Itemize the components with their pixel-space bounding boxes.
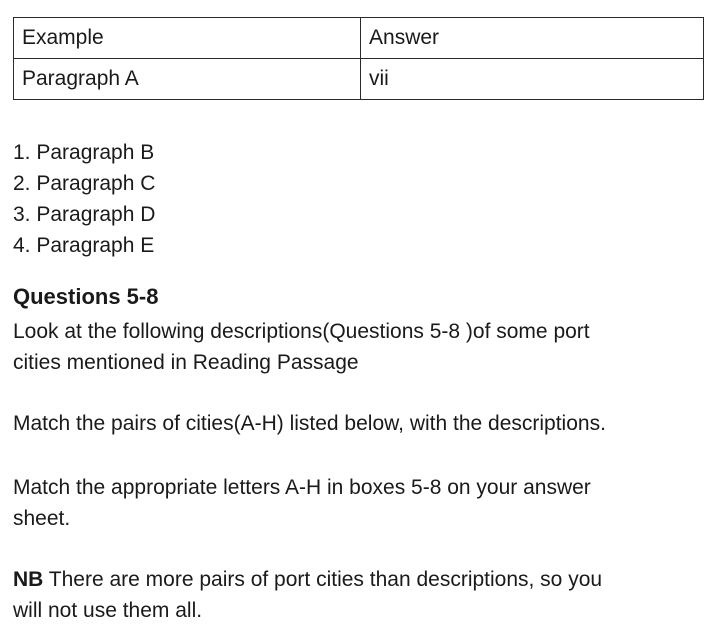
section-heading: Questions 5-8 [13, 284, 159, 309]
nb-label: NB [13, 568, 44, 591]
instruction-paragraph-2: Match the pairs of cities(A-H) listed below, with the descriptions. [13, 412, 606, 435]
instruction-line: cities mentioned in Reading Passage [13, 351, 359, 374]
list-item: 3. Paragraph D [13, 203, 156, 226]
instruction-line: Match the appropriate letters A-H in boxes 5-8 on your answer [13, 476, 591, 499]
table-cell-answer: vii [361, 59, 704, 100]
table-row [14, 59, 704, 100]
table-cell-paragraph: Paragraph A [14, 59, 361, 100]
example-table [13, 17, 704, 100]
instruction-paragraph-3 [13, 472, 703, 534]
table-header-row [14, 18, 704, 59]
paragraph-list [13, 137, 155, 261]
nb-text: will not use them all. [13, 599, 203, 622]
list-item: 4. Paragraph E [13, 234, 155, 257]
instruction-line: sheet. [13, 507, 71, 530]
nb-text: There are more pairs of port cities than descriptions, so you [43, 568, 603, 591]
table-header-example: Example [14, 18, 361, 59]
table-header-answer: Answer [361, 18, 704, 59]
nb-note [13, 564, 703, 626]
instruction-line: Look at the following descriptions(Questions 5-8 )of some port [13, 320, 590, 343]
instruction-paragraph-1 [13, 316, 703, 378]
list-item: 2. Paragraph C [13, 172, 156, 195]
list-item: 1. Paragraph B [13, 141, 155, 164]
